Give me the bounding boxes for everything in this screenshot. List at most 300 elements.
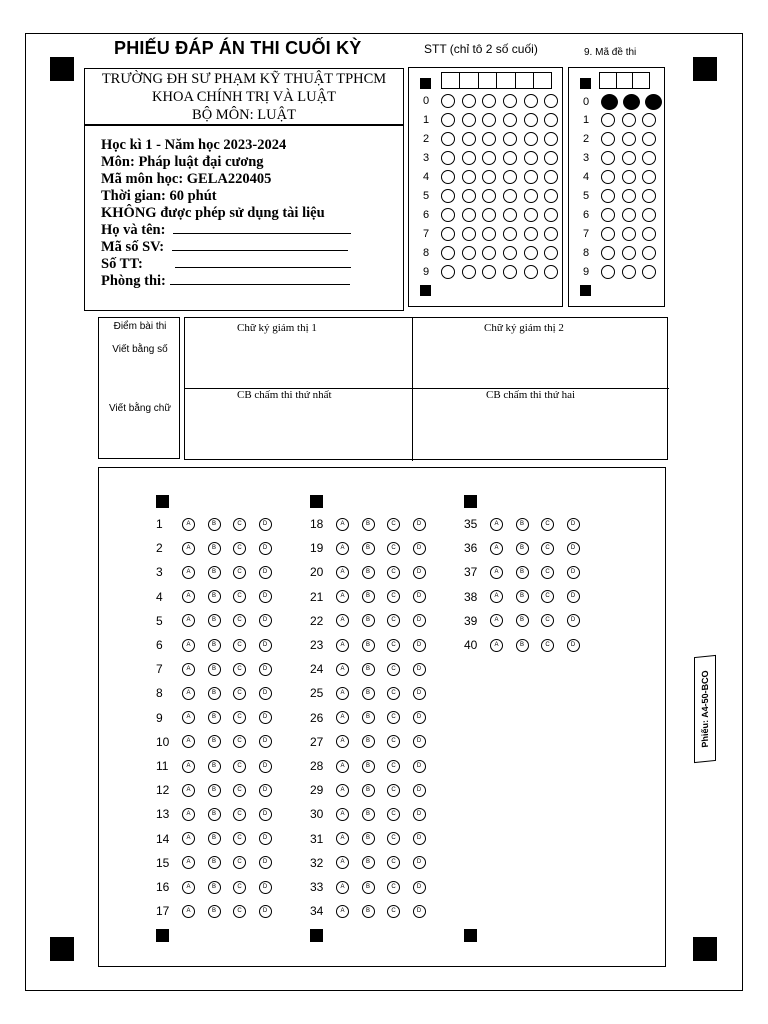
subject: Môn: Pháp luật đại cương — [101, 154, 264, 170]
answer-bubble-a[interactable]: A — [182, 687, 195, 700]
answer-bubble-c[interactable]: C — [387, 590, 400, 603]
stt-bubble[interactable] — [462, 170, 476, 184]
answer-bubble-d[interactable]: D — [413, 711, 426, 724]
stt-bubble[interactable] — [462, 113, 476, 127]
exam-code-bubble[interactable] — [622, 265, 636, 279]
stt-bubble[interactable] — [482, 246, 496, 260]
stt-bubble[interactable] — [544, 189, 558, 203]
answer-bubble-c[interactable]: C — [233, 881, 246, 894]
answer-bubble-b[interactable]: B — [362, 590, 375, 603]
stt-bubble[interactable] — [482, 170, 496, 184]
answer-bubble-c[interactable]: C — [233, 687, 246, 700]
stt-write-cell[interactable] — [496, 72, 515, 89]
answer-bubble-a[interactable]: A — [182, 566, 195, 579]
question-number: 28 — [310, 759, 324, 773]
stt-bubble[interactable] — [544, 265, 558, 279]
answer-bubble-d[interactable]: D — [567, 590, 580, 603]
exam-code-bubble[interactable] — [601, 113, 615, 127]
answer-bubble-b[interactable]: B — [362, 542, 375, 555]
grader1-signature[interactable]: CB chấm thi thứ nhất — [237, 389, 332, 401]
question-row — [310, 783, 438, 797]
answer-bubble-a[interactable]: A — [490, 518, 503, 531]
answer-bubble-b[interactable]: B — [208, 905, 221, 918]
answer-bubble-b[interactable]: B — [362, 687, 375, 700]
stt-bubble[interactable] — [524, 94, 538, 108]
answer-bubble-b[interactable]: B — [516, 566, 529, 579]
answer-bubble-c[interactable]: C — [233, 639, 246, 652]
answer-bubble-b[interactable]: B — [362, 735, 375, 748]
exam-code-bubble[interactable] — [622, 208, 636, 222]
answer-bubble-b[interactable]: B — [516, 542, 529, 555]
answer-bubble-d[interactable]: D — [259, 735, 272, 748]
answer-bubble-b[interactable]: B — [362, 663, 375, 676]
answer-bubble-b[interactable]: B — [362, 881, 375, 894]
stt-bubble[interactable] — [482, 94, 496, 108]
answer-bubble-d[interactable]: D — [567, 566, 580, 579]
answer-bubble-a[interactable]: A — [182, 735, 195, 748]
exam-code-bubble[interactable] — [642, 113, 656, 127]
answer-bubble-a[interactable]: A — [336, 518, 349, 531]
answer-bubble-c[interactable]: C — [387, 808, 400, 821]
answer-bubble-d[interactable]: D — [259, 808, 272, 821]
answer-bubble-a[interactable]: A — [336, 542, 349, 555]
answer-bubble-b[interactable]: B — [208, 687, 221, 700]
answer-bubble-a[interactable]: A — [490, 590, 503, 603]
answer-bubble-d[interactable]: D — [413, 881, 426, 894]
stt-bubble[interactable] — [544, 132, 558, 146]
exam-code-bubble[interactable] — [642, 227, 656, 241]
stt-bubble[interactable] — [482, 265, 496, 279]
stt-bubble[interactable] — [441, 170, 455, 184]
question-row — [156, 759, 284, 773]
stt-bubble[interactable] — [524, 170, 538, 184]
stt-bubble[interactable] — [462, 151, 476, 165]
answer-bubble-c[interactable]: C — [387, 542, 400, 555]
answer-bubble-a[interactable]: A — [336, 832, 349, 845]
exam-code-bubble[interactable] — [642, 132, 656, 146]
answer-bubble-c[interactable]: C — [387, 881, 400, 894]
answer-bubble-d[interactable]: D — [413, 663, 426, 676]
stt-digit-label: 1 — [423, 114, 430, 126]
exam-code-bubble[interactable] — [601, 189, 615, 203]
exam-code-bubble[interactable] — [642, 208, 656, 222]
answer-bubble-c[interactable]: C — [387, 856, 400, 869]
answer-bubble-b[interactable]: B — [362, 784, 375, 797]
answer-bubble-c[interactable]: C — [541, 542, 554, 555]
answer-bubble-a[interactable]: A — [336, 808, 349, 821]
answer-bubble-c[interactable]: C — [541, 518, 554, 531]
registration-mark-bottom-right — [693, 937, 717, 961]
question-number: 32 — [310, 855, 324, 870]
answer-bubble-b[interactable]: B — [208, 760, 221, 773]
proctor1-signature[interactable]: Chữ ký giám thị 1 — [237, 322, 317, 334]
exam-code-bubble[interactable] — [642, 170, 656, 184]
stt-bubble[interactable] — [503, 94, 517, 108]
answer-bubble-b[interactable]: B — [362, 518, 375, 531]
stt-bubble[interactable] — [482, 132, 496, 146]
answer-bubble-c[interactable]: C — [233, 518, 246, 531]
answer-bubble-c[interactable]: C — [387, 614, 400, 627]
stt-write-cell[interactable] — [533, 72, 552, 89]
answer-bubble-a[interactable]: A — [336, 566, 349, 579]
exam-code-bubble[interactable] — [601, 132, 615, 146]
student-id-line[interactable] — [172, 239, 348, 251]
answer-bubble-d[interactable]: D — [413, 614, 426, 627]
answer-bubble-b[interactable]: B — [516, 639, 529, 652]
exam-code-bubble[interactable] — [601, 265, 615, 279]
answer-bubble-d[interactable]: D — [413, 784, 426, 797]
answer-bubble-d[interactable]: D — [259, 639, 272, 652]
answer-bubble-d[interactable]: D — [413, 832, 426, 845]
exam-code-timing-square-top — [580, 78, 591, 89]
answer-bubble-a[interactable]: A — [182, 881, 195, 894]
stt-bubble[interactable] — [503, 132, 517, 146]
answer-bubble-b[interactable]: B — [208, 566, 221, 579]
answer-bubble-d[interactable]: D — [567, 542, 580, 555]
answer-bubble-c[interactable]: C — [387, 735, 400, 748]
answer-bubble-a[interactable]: A — [490, 542, 503, 555]
answer-bubble-b[interactable]: B — [516, 590, 529, 603]
stt-bubble[interactable] — [524, 151, 538, 165]
answer-bubble-c[interactable]: C — [387, 687, 400, 700]
name-field[interactable] — [101, 222, 403, 239]
answer-bubble-c[interactable]: C — [387, 566, 400, 579]
answer-bubble-a[interactable]: A — [182, 614, 195, 627]
question-number: 2 — [156, 541, 163, 556]
name-line[interactable] — [173, 222, 351, 234]
question-number: 10 — [156, 734, 170, 749]
answer-bubble-c[interactable]: C — [233, 760, 246, 773]
answer-bubble-d[interactable]: D — [567, 639, 580, 652]
exam-code-bubble[interactable] — [622, 113, 636, 127]
question-row — [156, 711, 284, 725]
stt-bubble[interactable] — [524, 246, 538, 260]
question-number: 27 — [310, 734, 324, 749]
exam-code-bubble[interactable] — [601, 94, 618, 110]
answer-bubble-b[interactable]: B — [362, 566, 375, 579]
exam-code-bubble[interactable] — [642, 151, 656, 165]
stt-bubble[interactable] — [524, 208, 538, 222]
answer-bubble-c[interactable]: C — [233, 614, 246, 627]
answer-bubble-b[interactable]: B — [208, 542, 221, 555]
exam-code-write-cell[interactable] — [632, 72, 650, 89]
question-row — [310, 590, 438, 604]
exam-code-bubble[interactable] — [645, 94, 662, 110]
stt-bubble[interactable] — [441, 189, 455, 203]
exam-code-bubble[interactable] — [601, 151, 615, 165]
stt-bubble[interactable] — [462, 94, 476, 108]
exam-code-bubble[interactable] — [601, 208, 615, 222]
stt-bubble[interactable] — [524, 189, 538, 203]
answer-bubble-d[interactable]: D — [259, 760, 272, 773]
answer-bubble-c[interactable]: C — [233, 566, 246, 579]
answer-bubble-b[interactable]: B — [516, 614, 529, 627]
room-line[interactable] — [170, 273, 350, 285]
exam-code-bubble[interactable] — [622, 227, 636, 241]
exam-code-digit-row — [583, 265, 663, 279]
answer-bubble-a[interactable]: A — [182, 808, 195, 821]
stt-bubble[interactable] — [544, 151, 558, 165]
proctor2-signature[interactable]: Chữ ký giám thị 2 — [484, 322, 564, 334]
stt-bubble[interactable] — [524, 132, 538, 146]
exam-code-bubble[interactable] — [601, 246, 615, 260]
answer-bubble-c[interactable]: C — [233, 905, 246, 918]
answer-bubble-c[interactable]: C — [233, 784, 246, 797]
answer-bubble-b[interactable]: B — [208, 784, 221, 797]
stt-bubble[interactable] — [503, 170, 517, 184]
stt-bubble[interactable] — [462, 227, 476, 241]
answer-bubble-a[interactable]: A — [336, 687, 349, 700]
exam-code-bubble[interactable] — [642, 265, 656, 279]
answer-bubble-a[interactable]: A — [182, 590, 195, 603]
stt-bubble[interactable] — [503, 265, 517, 279]
stt-bubble[interactable] — [482, 189, 496, 203]
answer-bubble-c[interactable]: C — [387, 784, 400, 797]
answer-bubble-c[interactable]: C — [233, 590, 246, 603]
grader2-signature[interactable]: CB chấm thi thứ hai — [486, 389, 576, 401]
answer-bubble-a[interactable]: A — [336, 735, 349, 748]
stt-bubble[interactable] — [441, 246, 455, 260]
answer-bubble-c[interactable]: C — [387, 905, 400, 918]
exam-code-write-cell[interactable] — [599, 72, 617, 89]
answer-bubble-a[interactable]: A — [336, 614, 349, 627]
answer-bubble-d[interactable]: D — [259, 566, 272, 579]
stt-write-cell[interactable] — [478, 72, 497, 89]
answer-bubble-c[interactable]: C — [387, 518, 400, 531]
stt-bubble[interactable] — [503, 151, 517, 165]
question-row — [464, 565, 592, 579]
answer-bubble-a[interactable]: A — [182, 542, 195, 555]
stt-bubble[interactable] — [482, 227, 496, 241]
answer-bubble-d[interactable]: D — [413, 687, 426, 700]
stt-bubble[interactable] — [544, 113, 558, 127]
stt-bubble[interactable] — [524, 227, 538, 241]
exam-code-bubble[interactable] — [622, 246, 636, 260]
answer-bubble-b[interactable]: B — [208, 639, 221, 652]
answer-bubble-d[interactable]: D — [413, 518, 426, 531]
exam-info — [84, 124, 404, 311]
answer-bubble-b[interactable]: B — [208, 518, 221, 531]
answer-bubble-a[interactable]: A — [336, 905, 349, 918]
answer-bubble-b[interactable]: B — [362, 832, 375, 845]
answer-bubble-c[interactable]: C — [541, 639, 554, 652]
answer-bubble-d[interactable]: D — [413, 808, 426, 821]
answer-bubble-a[interactable]: A — [336, 856, 349, 869]
answer-bubble-d[interactable]: D — [259, 542, 272, 555]
stt-bubble[interactable] — [482, 151, 496, 165]
answer-bubble-a[interactable]: A — [182, 760, 195, 773]
answer-bubble-d[interactable]: D — [413, 856, 426, 869]
answer-bubble-a[interactable]: A — [182, 663, 195, 676]
answer-bubble-a[interactable]: A — [182, 832, 195, 845]
stt-write-cell[interactable] — [441, 72, 460, 89]
answer-bubble-c[interactable]: C — [387, 711, 400, 724]
stt-bubble[interactable] — [524, 113, 538, 127]
answer-bubble-b[interactable]: B — [208, 832, 221, 845]
exam-code-bubble[interactable] — [622, 170, 636, 184]
answer-bubble-c[interactable]: C — [541, 590, 554, 603]
question-row — [310, 517, 438, 531]
stt-bubble[interactable] — [503, 189, 517, 203]
stt-bubble[interactable] — [482, 208, 496, 222]
answer-bubble-d[interactable]: D — [259, 905, 272, 918]
answer-bubble-d[interactable]: D — [259, 832, 272, 845]
question-number: 14 — [156, 831, 170, 846]
order-line[interactable] — [175, 256, 351, 268]
answer-bubble-d[interactable]: D — [259, 663, 272, 676]
answer-bubble-b[interactable]: B — [208, 590, 221, 603]
question-number: 20 — [310, 565, 324, 580]
answer-bubble-b[interactable]: B — [362, 711, 375, 724]
answer-bubble-d[interactable]: D — [259, 711, 272, 724]
answer-bubble-b[interactable]: B — [208, 663, 221, 676]
answer-bubble-a[interactable]: A — [336, 760, 349, 773]
stt-bubble[interactable] — [503, 208, 517, 222]
stt-bubble[interactable] — [544, 208, 558, 222]
answer-bubble-c[interactable]: C — [233, 542, 246, 555]
answer-bubble-b[interactable]: B — [362, 856, 375, 869]
answer-bubble-c[interactable]: C — [541, 566, 554, 579]
stt-bubble[interactable] — [462, 132, 476, 146]
stt-bubble[interactable] — [503, 246, 517, 260]
stt-write-cell[interactable] — [515, 72, 534, 89]
question-row — [156, 614, 284, 628]
answer-bubble-d[interactable]: D — [413, 566, 426, 579]
answer-bubble-d[interactable]: D — [259, 687, 272, 700]
exam-code-bubble[interactable] — [601, 170, 615, 184]
room-field[interactable] — [101, 273, 403, 290]
stt-bubble[interactable] — [441, 94, 455, 108]
answer-bubble-b[interactable]: B — [362, 639, 375, 652]
answer-bubble-d[interactable]: D — [567, 614, 580, 627]
answer-bubble-d[interactable]: D — [413, 542, 426, 555]
stt-write-cell[interactable] — [459, 72, 478, 89]
exam-code-bubble[interactable] — [642, 246, 656, 260]
answer-bubble-c[interactable]: C — [387, 663, 400, 676]
answer-bubble-a[interactable]: A — [182, 784, 195, 797]
department-name: BỘ MÔN: LUẬT — [192, 107, 296, 123]
stt-bubble[interactable] — [441, 208, 455, 222]
stt-bubble[interactable] — [441, 265, 455, 279]
answer-bubble-d[interactable]: D — [413, 639, 426, 652]
stt-bubble[interactable] — [462, 208, 476, 222]
stt-bubble[interactable] — [462, 265, 476, 279]
answer-bubble-a[interactable]: A — [182, 639, 195, 652]
exam-code-bubble[interactable] — [642, 189, 656, 203]
answer-bubble-c[interactable]: C — [387, 760, 400, 773]
stt-bubble[interactable] — [441, 113, 455, 127]
answer-bubble-a[interactable]: A — [490, 639, 503, 652]
answer-bubble-d[interactable]: D — [259, 590, 272, 603]
answer-bubble-d[interactable]: D — [413, 735, 426, 748]
answer-bubble-a[interactable]: A — [336, 639, 349, 652]
stt-bubble[interactable] — [482, 113, 496, 127]
answer-bubble-d[interactable]: D — [259, 881, 272, 894]
answer-bubble-c[interactable]: C — [233, 735, 246, 748]
answer-bubble-a[interactable]: A — [490, 566, 503, 579]
answer-bubble-d[interactable]: D — [259, 784, 272, 797]
question-row — [310, 662, 438, 676]
answer-bubble-c[interactable]: C — [387, 639, 400, 652]
answer-bubble-b[interactable]: B — [208, 711, 221, 724]
answer-bubble-d[interactable]: D — [259, 614, 272, 627]
answer-bubble-d[interactable]: D — [413, 760, 426, 773]
answer-bubble-d[interactable]: D — [259, 518, 272, 531]
stt-bubble[interactable] — [544, 94, 558, 108]
answer-bubble-d[interactable]: D — [259, 856, 272, 869]
stt-bubble[interactable] — [462, 246, 476, 260]
answer-bubble-a[interactable]: A — [182, 905, 195, 918]
answer-bubble-c[interactable]: C — [233, 663, 246, 676]
exam-code-bubble[interactable] — [622, 132, 636, 146]
answer-bubble-b[interactable]: B — [208, 735, 221, 748]
exam-code-write-cell[interactable] — [616, 72, 634, 89]
answer-bubble-c[interactable]: C — [233, 808, 246, 821]
question-number: 4 — [156, 589, 163, 604]
answer-bubble-a[interactable]: A — [182, 518, 195, 531]
stt-bubble[interactable] — [441, 132, 455, 146]
answer-bubble-a[interactable]: A — [182, 856, 195, 869]
answer-bubble-d[interactable]: D — [413, 590, 426, 603]
answer-bubble-a[interactable]: A — [182, 711, 195, 724]
answer-bubble-a[interactable]: A — [490, 614, 503, 627]
stt-bubble[interactable] — [441, 151, 455, 165]
answer-bubble-a[interactable]: A — [336, 784, 349, 797]
answer-bubble-b[interactable]: B — [362, 760, 375, 773]
student-id-field[interactable] — [101, 239, 403, 256]
answer-bubble-b[interactable]: B — [516, 518, 529, 531]
form-code: Phiếu: A4-50-BCO — [700, 669, 710, 749]
answer-bubble-c[interactable]: C — [233, 711, 246, 724]
answer-bubble-c[interactable]: C — [541, 614, 554, 627]
answer-bubble-c[interactable]: C — [233, 856, 246, 869]
answer-bubble-b[interactable]: B — [362, 905, 375, 918]
answer-bubble-a[interactable]: A — [336, 881, 349, 894]
stt-digit-label: 8 — [423, 247, 430, 259]
answer-bubble-b[interactable]: B — [208, 614, 221, 627]
stt-bubble[interactable] — [503, 227, 517, 241]
exam-code-bubble[interactable] — [622, 189, 636, 203]
order-field[interactable] — [101, 256, 403, 273]
answer-bubble-d[interactable]: D — [567, 518, 580, 531]
answer-bubble-a[interactable]: A — [336, 711, 349, 724]
exam-code-digit-row — [583, 94, 667, 110]
stt-bubble[interactable] — [544, 170, 558, 184]
stt-bubble[interactable] — [503, 113, 517, 127]
stt-digit-row — [423, 227, 565, 241]
answer-bubble-c[interactable]: C — [233, 832, 246, 845]
answer-bubble-b[interactable]: B — [362, 614, 375, 627]
answer-bubble-b[interactable]: B — [208, 808, 221, 821]
answer-bubble-b[interactable]: B — [208, 881, 221, 894]
stt-bubble[interactable] — [524, 265, 538, 279]
stt-bubble[interactable] — [441, 227, 455, 241]
answer-bubble-a[interactable]: A — [336, 590, 349, 603]
answer-bubble-a[interactable]: A — [336, 663, 349, 676]
exam-code-bubble[interactable] — [623, 94, 640, 110]
answer-bubble-b[interactable]: B — [362, 808, 375, 821]
exam-code-bubble[interactable] — [601, 227, 615, 241]
stt-bubble[interactable] — [462, 189, 476, 203]
score-header: Điểm bài thi — [113, 321, 167, 332]
exam-code-bubble[interactable] — [622, 151, 636, 165]
answer-bubble-d[interactable]: D — [413, 905, 426, 918]
stt-bubble[interactable] — [544, 246, 558, 260]
question-number: 39 — [464, 613, 478, 628]
answer-bubble-b[interactable]: B — [208, 856, 221, 869]
stt-bubble[interactable] — [544, 227, 558, 241]
answer-bubble-c[interactable]: C — [387, 832, 400, 845]
